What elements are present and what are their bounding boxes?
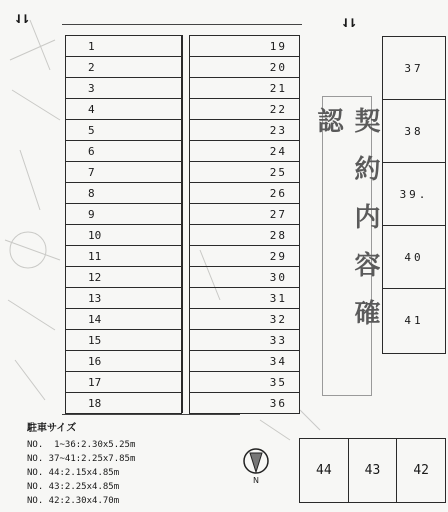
- center-stamp-text: 契約内容確認: [313, 107, 380, 347]
- compass-north-label: N: [253, 476, 259, 484]
- parking-space: 35: [190, 372, 299, 393]
- parking-space: 12: [66, 267, 181, 288]
- parking-column-left: [65, 35, 182, 414]
- parking-space: 22: [190, 99, 299, 120]
- bottom-parking-row: [299, 438, 446, 503]
- top-boundary-line: [62, 24, 302, 25]
- parking-space: 24: [190, 141, 299, 162]
- center-stamp-box: [313, 96, 380, 396]
- large-parking-space: 41: [404, 313, 424, 327]
- parking-space: 1: [66, 36, 181, 57]
- parking-column-right: [189, 35, 300, 414]
- bottom-parking-space: 43: [349, 439, 398, 502]
- large-parking-column: [382, 36, 446, 354]
- parking-space: 32: [190, 309, 299, 330]
- large-parking-space: 40: [383, 226, 445, 289]
- parking-space: 36: [190, 393, 299, 414]
- parking-space: 7: [66, 162, 181, 183]
- bottom-parking-space: 42: [413, 463, 429, 478]
- large-parking-space: 37: [383, 37, 445, 100]
- parking-space: 9: [66, 204, 181, 225]
- parking-space: 20: [190, 57, 299, 78]
- parking-space: 31: [190, 288, 299, 309]
- parking-space: 10: [66, 225, 181, 246]
- parking-space: 15: [66, 330, 181, 351]
- parking-space: 5: [66, 120, 181, 141]
- size-line: NO. 44:2.15x4.85m: [27, 468, 120, 478]
- parking-size-legend: [27, 422, 135, 508]
- parking-space: 21: [190, 78, 299, 99]
- parking-space: 3: [66, 78, 181, 99]
- parking-space: 17: [66, 372, 181, 393]
- size-line: NO. 1~36:2.30x5.25m: [27, 440, 136, 450]
- parking-space: 30: [190, 267, 299, 288]
- parking-space: 25: [190, 162, 299, 183]
- parking-space: 26: [190, 183, 299, 204]
- parking-space: 18: [66, 393, 181, 414]
- parking-space: 8: [66, 183, 181, 204]
- parking-space: 28: [190, 225, 299, 246]
- parking-space: 27: [190, 204, 299, 225]
- direction-arrows-right: ⇃⇂: [341, 12, 355, 31]
- parking-space: 11: [66, 246, 181, 267]
- large-parking-space: 38: [383, 100, 445, 163]
- parking-space: 16: [66, 351, 181, 372]
- large-parking-space: 39.: [383, 163, 445, 226]
- sizes-divider: [62, 414, 240, 415]
- parking-space: 23: [190, 120, 299, 141]
- parking-space: 29: [190, 246, 299, 267]
- parking-space: 4: [66, 99, 181, 120]
- parking-space: 6: [66, 141, 181, 162]
- parking-space: 2: [66, 57, 181, 78]
- parking-space: 14: [66, 309, 181, 330]
- size-line: NO. 37~41:2.25x7.85m: [27, 454, 136, 464]
- parking-space: 34: [190, 351, 299, 372]
- compass-icon: [241, 446, 271, 484]
- sizes-title: 駐車サイズ: [27, 423, 77, 434]
- center-aisle-divider: [181, 35, 183, 413]
- bottom-parking-space: 44: [300, 439, 349, 502]
- size-line: NO. 43:2.25x4.85m: [27, 482, 120, 492]
- direction-arrows-left: ⇃⇂: [14, 8, 28, 27]
- size-line: NO. 42:2.30x4.70m: [27, 496, 120, 506]
- parking-space: 13: [66, 288, 181, 309]
- parking-space: 19: [190, 36, 299, 57]
- parking-space: 33: [190, 330, 299, 351]
